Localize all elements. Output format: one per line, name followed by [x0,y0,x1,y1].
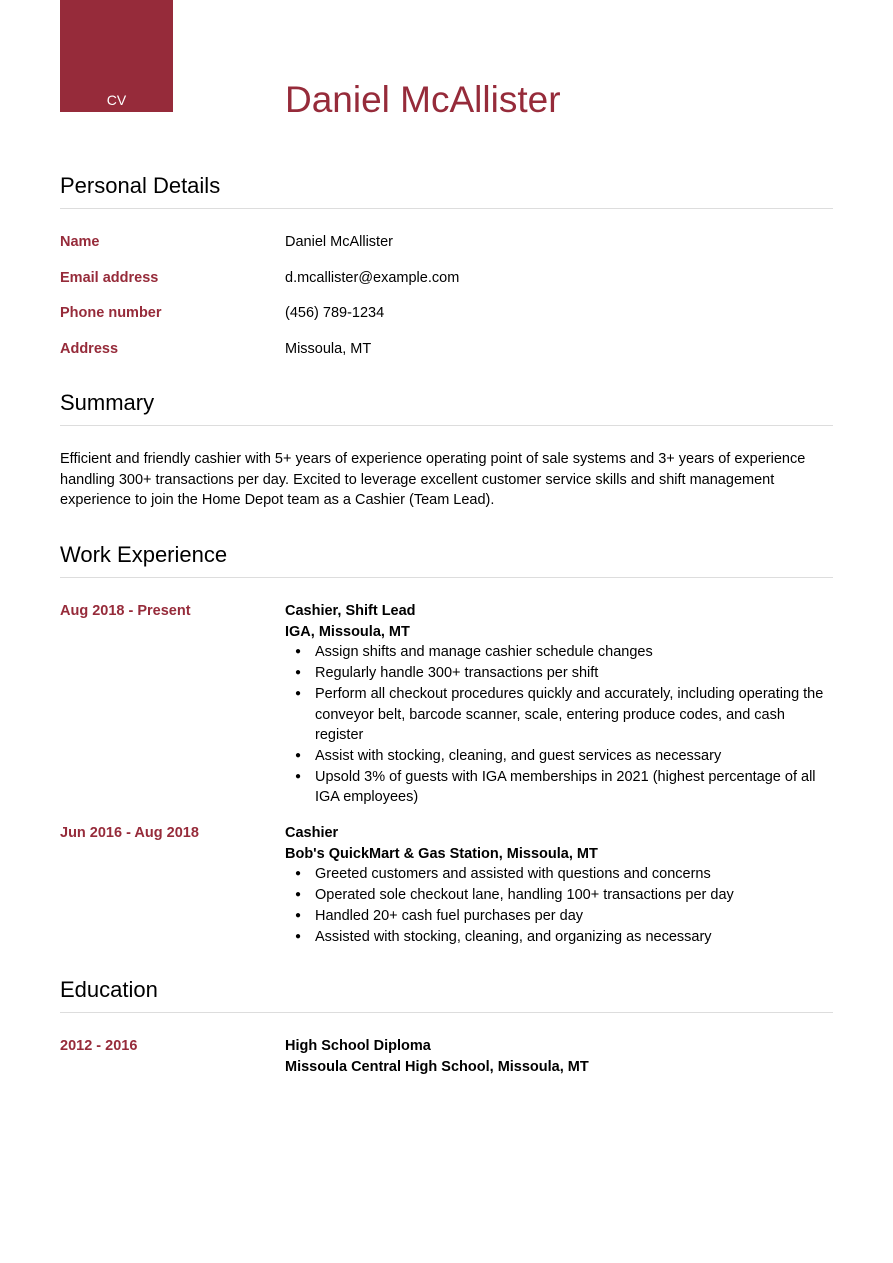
education-school: Missoula Central High School, Missoula, MT [285,1058,589,1075]
section-title-education: Education [60,977,833,1013]
job-bullet: ● Handled 20+ cash fuel purchases per day [285,906,833,927]
personal-label: Email address [60,269,159,286]
section-title-personal: Personal Details [60,173,833,209]
personal-value: Daniel McAllister [285,234,393,250]
job-bullet: ● Perform all checkout procedures quickly and accurately, including operating the conveyor belt, barcode scanner, scale, entering produce codes, and cash register [285,684,833,746]
job-organization: Bob's QuickMart & Gas Station, Missoula, MT [285,845,598,862]
personal-label: Phone number [60,305,162,321]
job-bullet: ● Assign shifts and manage cashier schedule changes [285,642,833,663]
candidate-name: Daniel McAllister [285,79,561,120]
job-bullet: ● Regularly handle 300+ transactions per shift [285,663,833,684]
cv-logo-text: CV [106,92,127,108]
personal-details-section [60,173,833,374]
job-organization: IGA, Missoula, MT [285,623,410,640]
section-title-work: Work Experience [60,542,833,578]
job-dates: Jun 2016 - Aug 2018 [60,825,199,842]
personal-value: (456) 789-1234 [285,305,385,321]
job-bullet: ● Upsold 3% of guests with IGA memberships in 2021 (highest percentage of all IGA employees) [285,767,833,808]
personal-row-email [60,268,833,304]
personal-row-address [60,339,833,375]
job-bullet: ● Operated sole checkout lane, handling 100+ transactions per day [285,885,833,906]
summary-text: Efficient and friendly cashier with 5+ years of experience operating point of sale systems and 3+ years of experience handling 300+ transactions per day. Excited to leverage excellent customer service skills and shift management experience to join the Home Depot team as a Cashier (Team Lead). [60,451,806,509]
job-bullets [285,642,833,808]
job-bullet: ● Greeted customers and assisted with questions and concerns [285,864,833,885]
cv-logo [60,0,173,112]
job-title: Cashier [285,825,339,842]
personal-row-name [60,232,833,268]
job-bullet: ● Assisted with stocking, cleaning, and organizing as necessary [285,927,833,948]
job-bullets [285,864,833,947]
section-title-summary: Summary [60,390,833,426]
education-section [60,977,833,1077]
job-entry [60,601,833,808]
personal-row-phone [60,303,833,339]
job-bullet: ● Assist with stocking, cleaning, and guest services as necessary [285,746,833,767]
education-degree: High School Diploma [285,1038,431,1054]
work-experience-section [60,542,833,947]
personal-value: d.mcallister@example.com [285,269,460,286]
personal-value: Missoula, MT [285,340,372,357]
summary-section [60,390,833,511]
education-entry [60,1036,833,1077]
education-dates: 2012 - 2016 [60,1038,138,1054]
personal-label: Name [60,234,100,250]
personal-label: Address [60,340,119,357]
job-title: Cashier, Shift Lead [285,603,416,619]
job-entry [60,823,833,947]
job-dates: Aug 2018 - Present [60,603,191,619]
